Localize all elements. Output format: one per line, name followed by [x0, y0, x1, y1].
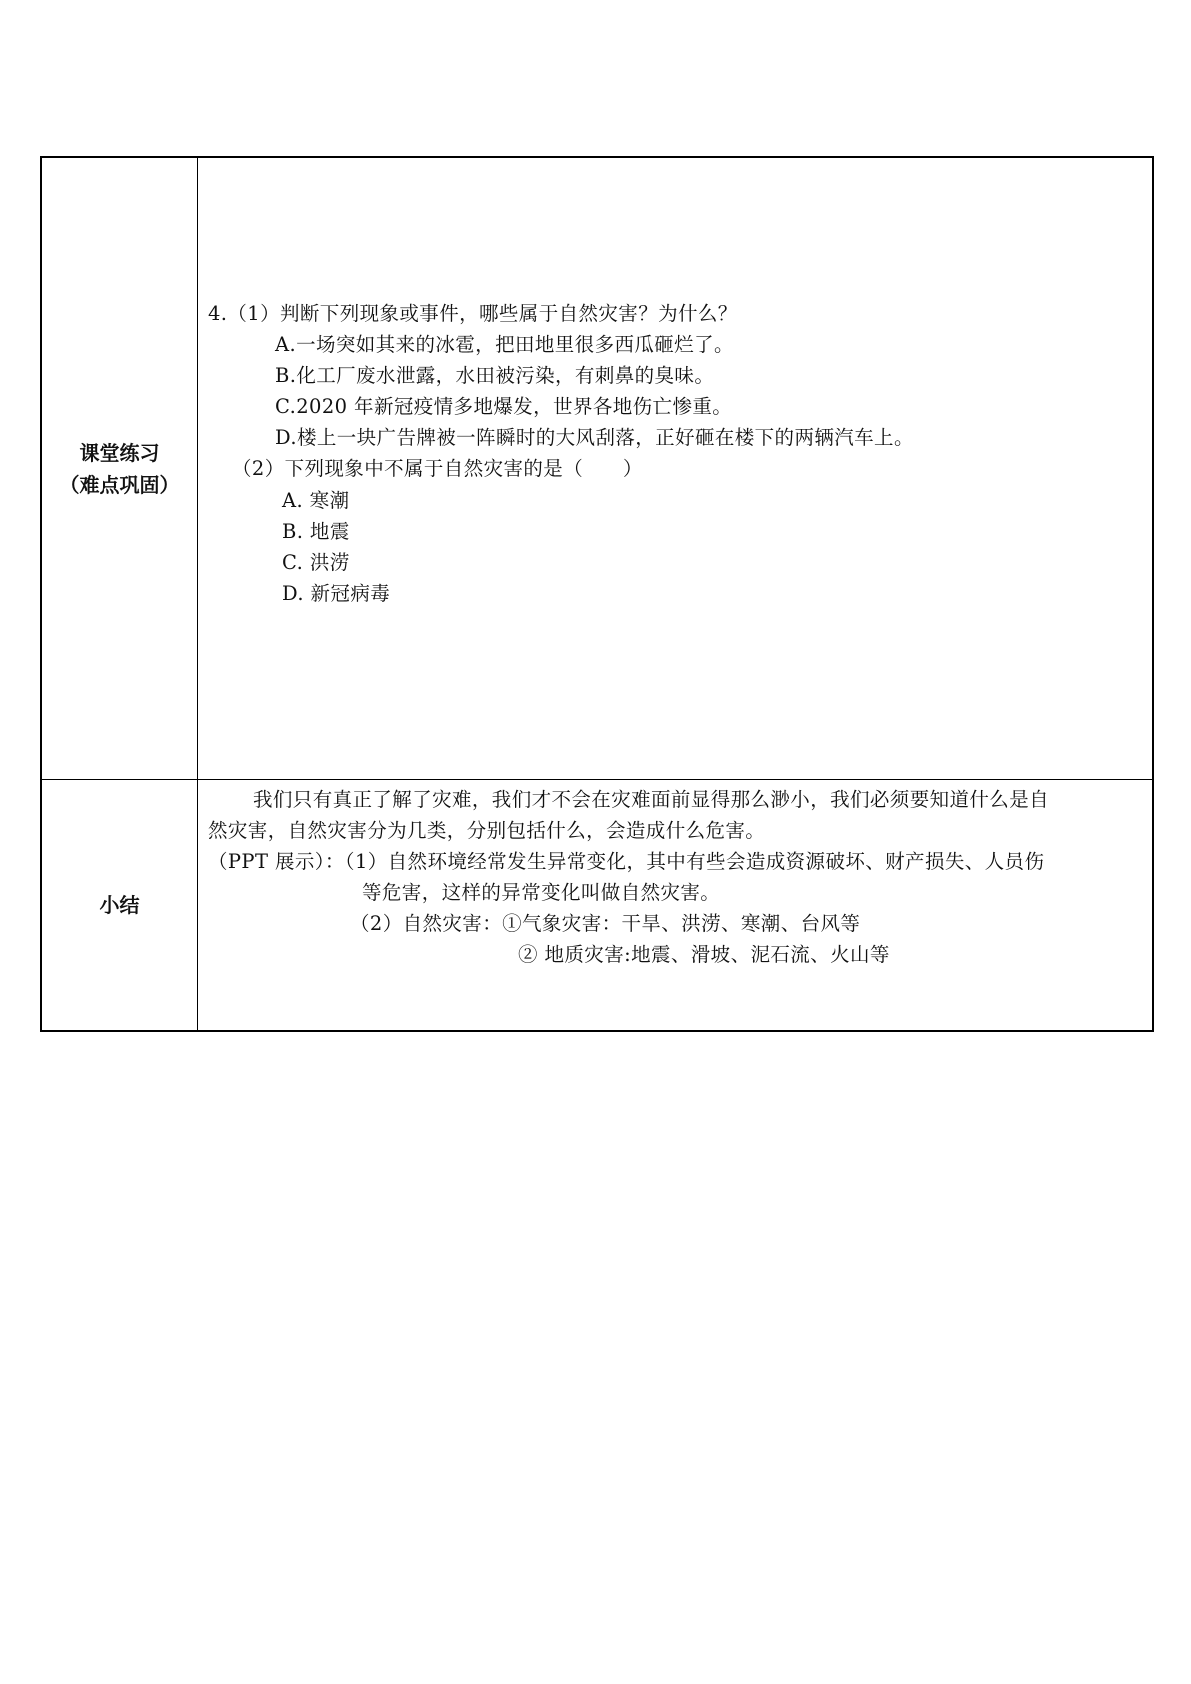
practice-content-cell — [198, 158, 1152, 779]
disaster-types-line: （2）自然灾害：①气象灾害：干旱、洪涝、寒潮、台风等 — [350, 912, 861, 935]
question-2-option: D. 新冠病毒 — [282, 582, 391, 605]
question-1-option: B.化工厂废水泄露，水田被污染，有刺鼻的臭味。 — [275, 364, 715, 387]
summary-paragraph-line: 然灾害，自然灾害分为几类，分别包括什么，会造成什么危害。 — [208, 819, 766, 842]
summary-content-cell — [198, 780, 1152, 1030]
practice-label: 课堂练习 — [79, 440, 160, 465]
question-1-option: A.一场突如其来的冰雹，把田地里很多西瓜砸烂了。 — [275, 333, 734, 356]
practice-label-cell — [42, 158, 198, 779]
summary-paragraph-line: 我们只有真正了解了灾难，我们才不会在灾难面前显得那么渺小，我们必须要知道什么是自 — [253, 788, 1050, 811]
question-1-option: C.2020 年新冠疫情多地爆发，世界各地伤亡惨重。 — [275, 395, 733, 418]
summary-label: 小结 — [99, 893, 140, 917]
ppt-summary-line: 等危害，这样的异常变化叫做自然灾害。 — [362, 881, 721, 904]
practice-sublabel: （难点巩固） — [59, 472, 180, 497]
summary-label-cell — [42, 780, 198, 1030]
question-1-stem: 4.（1）判断下列现象或事件，哪些属于自然灾害？为什么？ — [208, 302, 738, 325]
question-2-option: B. 地震 — [282, 520, 350, 543]
practice-row — [42, 158, 1152, 780]
question-1-option: D.楼上一块广告牌被一阵瞬时的大风刮落，正好砸在楼下的两辆汽车上。 — [275, 426, 914, 449]
question-2-stem: （2）下列现象中不属于自然灾害的是（ ） — [232, 457, 643, 480]
ppt-summary-line: （PPT 展示）：（1）自然环境经常发生异常变化，其中有些会造成资源破坏、财产损失、人员伤 — [208, 850, 1045, 873]
question-2-option: C. 洪涝 — [282, 551, 350, 574]
question-2-option: A. 寒潮 — [282, 489, 350, 512]
disaster-types-line: ② 地质灾害:地震、滑坡、泥石流、火山等 — [518, 943, 890, 966]
summary-row — [42, 780, 1152, 1030]
lesson-table — [40, 156, 1154, 1032]
